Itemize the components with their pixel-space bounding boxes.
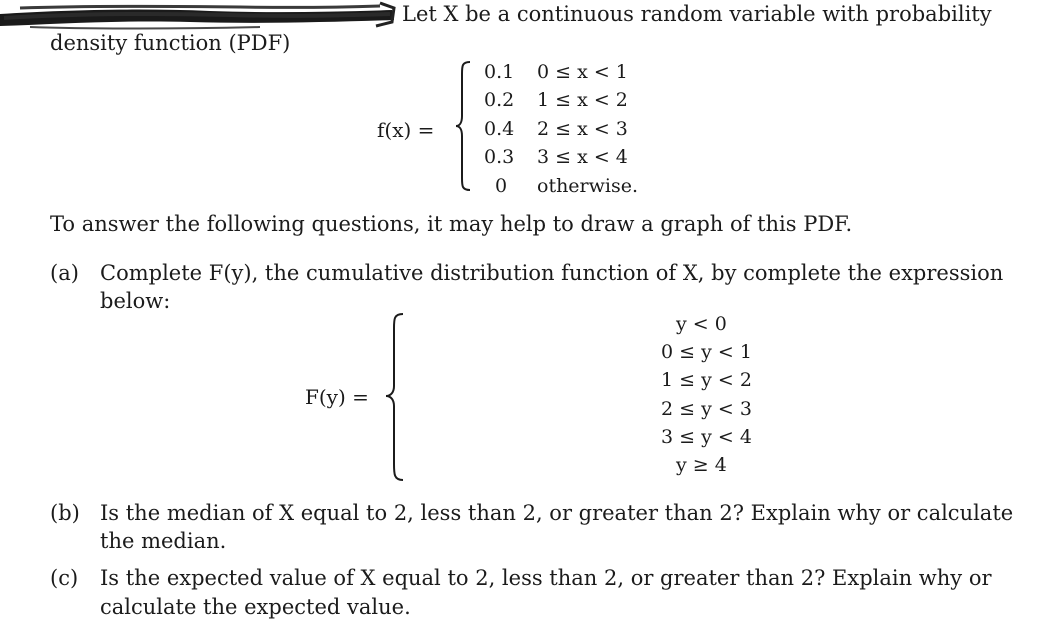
pdf-row-value: 0.3 bbox=[484, 146, 515, 168]
pdf-row-value: 0.2 bbox=[484, 89, 515, 111]
part-c-marker: (c) bbox=[50, 566, 79, 590]
redaction-mark bbox=[0, 0, 400, 32]
cdf-condition: 0 ≤ y < 1 bbox=[661, 341, 752, 363]
pdf-row-value: 0.4 bbox=[484, 118, 515, 140]
pdf-row-condition: 1 ≤ x < 2 bbox=[537, 89, 628, 111]
cdf-condition: y ≥ 4 bbox=[676, 454, 727, 476]
pdf-left-brace bbox=[454, 60, 474, 192]
part-a-line-1: Complete F(y), the cumulative distribution function of X, by complete the expression bbox=[100, 261, 1004, 285]
cdf-condition: 2 ≤ y < 3 bbox=[661, 398, 752, 420]
pdf-row-condition: 3 ≤ x < 4 bbox=[537, 146, 628, 168]
intro-line-1: Let X be a continuous random variable with probability bbox=[402, 2, 992, 26]
pdf-row-condition: 0 ≤ x < 1 bbox=[537, 61, 628, 83]
cdf-condition: 1 ≤ y < 2 bbox=[661, 369, 752, 391]
cdf-condition: 3 ≤ y < 4 bbox=[661, 426, 752, 448]
cdf-condition: y < 0 bbox=[676, 313, 727, 335]
part-c-line-1: Is the expected value of X equal to 2, less than 2, or greater than 2? Explain why or bbox=[100, 566, 992, 590]
cdf-left-brace bbox=[383, 312, 407, 482]
hint-text: To answer the following questions, it may help to draw a graph of this PDF. bbox=[50, 212, 853, 236]
cdf-label: F(y) = bbox=[305, 385, 369, 409]
part-b-line-1: Is the median of X equal to 2, less than 2, or greater than 2? Explain why or calculate bbox=[100, 501, 1014, 525]
pdf-label: f(x) = bbox=[377, 118, 435, 142]
pdf-row-condition: otherwise. bbox=[537, 175, 639, 197]
pdf-row-condition: 2 ≤ x < 3 bbox=[537, 118, 628, 140]
pdf-row-value: 0 bbox=[495, 175, 508, 197]
part-a-line-2: below: bbox=[100, 289, 171, 313]
part-c-line-2: calculate the expected value. bbox=[100, 595, 411, 619]
part-b-marker: (b) bbox=[50, 501, 80, 525]
part-b-line-2: the median. bbox=[100, 529, 227, 553]
pdf-row-value: 0.1 bbox=[484, 61, 515, 83]
part-a-marker: (a) bbox=[50, 261, 79, 285]
intro-line-2: density function (PDF) bbox=[50, 31, 291, 55]
